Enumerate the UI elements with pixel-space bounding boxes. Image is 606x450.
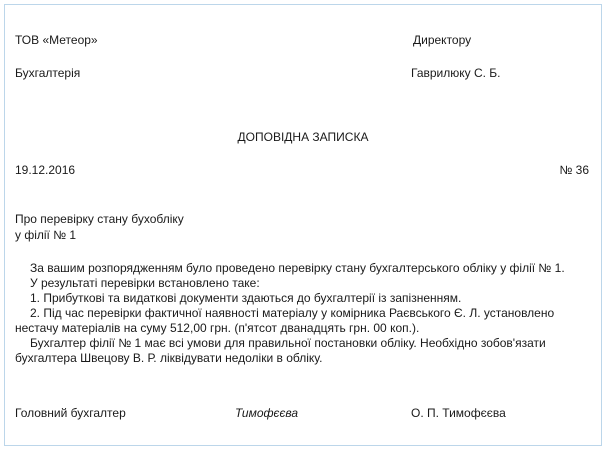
document-title: ДОПОВІДНА ЗАПИСКА — [237, 130, 369, 144]
subject-line-2: у філії № 1 — [15, 228, 77, 242]
body-paragraph-2: У результаті перевірки встановлено таке: — [30, 276, 260, 290]
body-paragraph-4: 2. Під час перевірки фактичної наявності матеріалу у комірника Раєвського Є. Л. установлено нестачу матеріалів на суму 512,00 грн. (п'ятсот дванадцять грн. 00 коп.). — [15, 306, 555, 335]
addressee-title: Директору — [413, 33, 472, 47]
subject-line-1: Про перевірку стану бухобліку — [15, 212, 184, 226]
document-body — [15, 261, 595, 366]
addressee-name: Гаврилюку С. Б. — [411, 66, 501, 80]
department-name: Бухгалтерія — [15, 66, 81, 80]
signer-position: Головний бухгалтер — [15, 406, 126, 420]
body-paragraph-5: Бухгалтер філії № 1 має всі умови для правильної постановки обліку. Необхідно зобов'язати бухгалтера Швецову В. Р. ліквідувати недоліки в обліку. — [15, 336, 546, 365]
signer-name: О. П. Тимофєєва — [411, 406, 506, 420]
body-paragraph-3: 1. Прибуткові та видаткові документи здаються до бухгалтерії із запізненням. — [30, 291, 462, 305]
document-number: № 36 — [559, 163, 589, 177]
handwritten-signature: Тимофєєва — [235, 406, 299, 420]
body-paragraph-1: За вашим розпорядженням було проведено перевірку стану бухгалтерського обліку у філії № 1. — [30, 261, 565, 275]
document-date: 19.12.2016 — [15, 163, 76, 177]
organization-name: ТОВ «Метеор» — [15, 33, 98, 47]
